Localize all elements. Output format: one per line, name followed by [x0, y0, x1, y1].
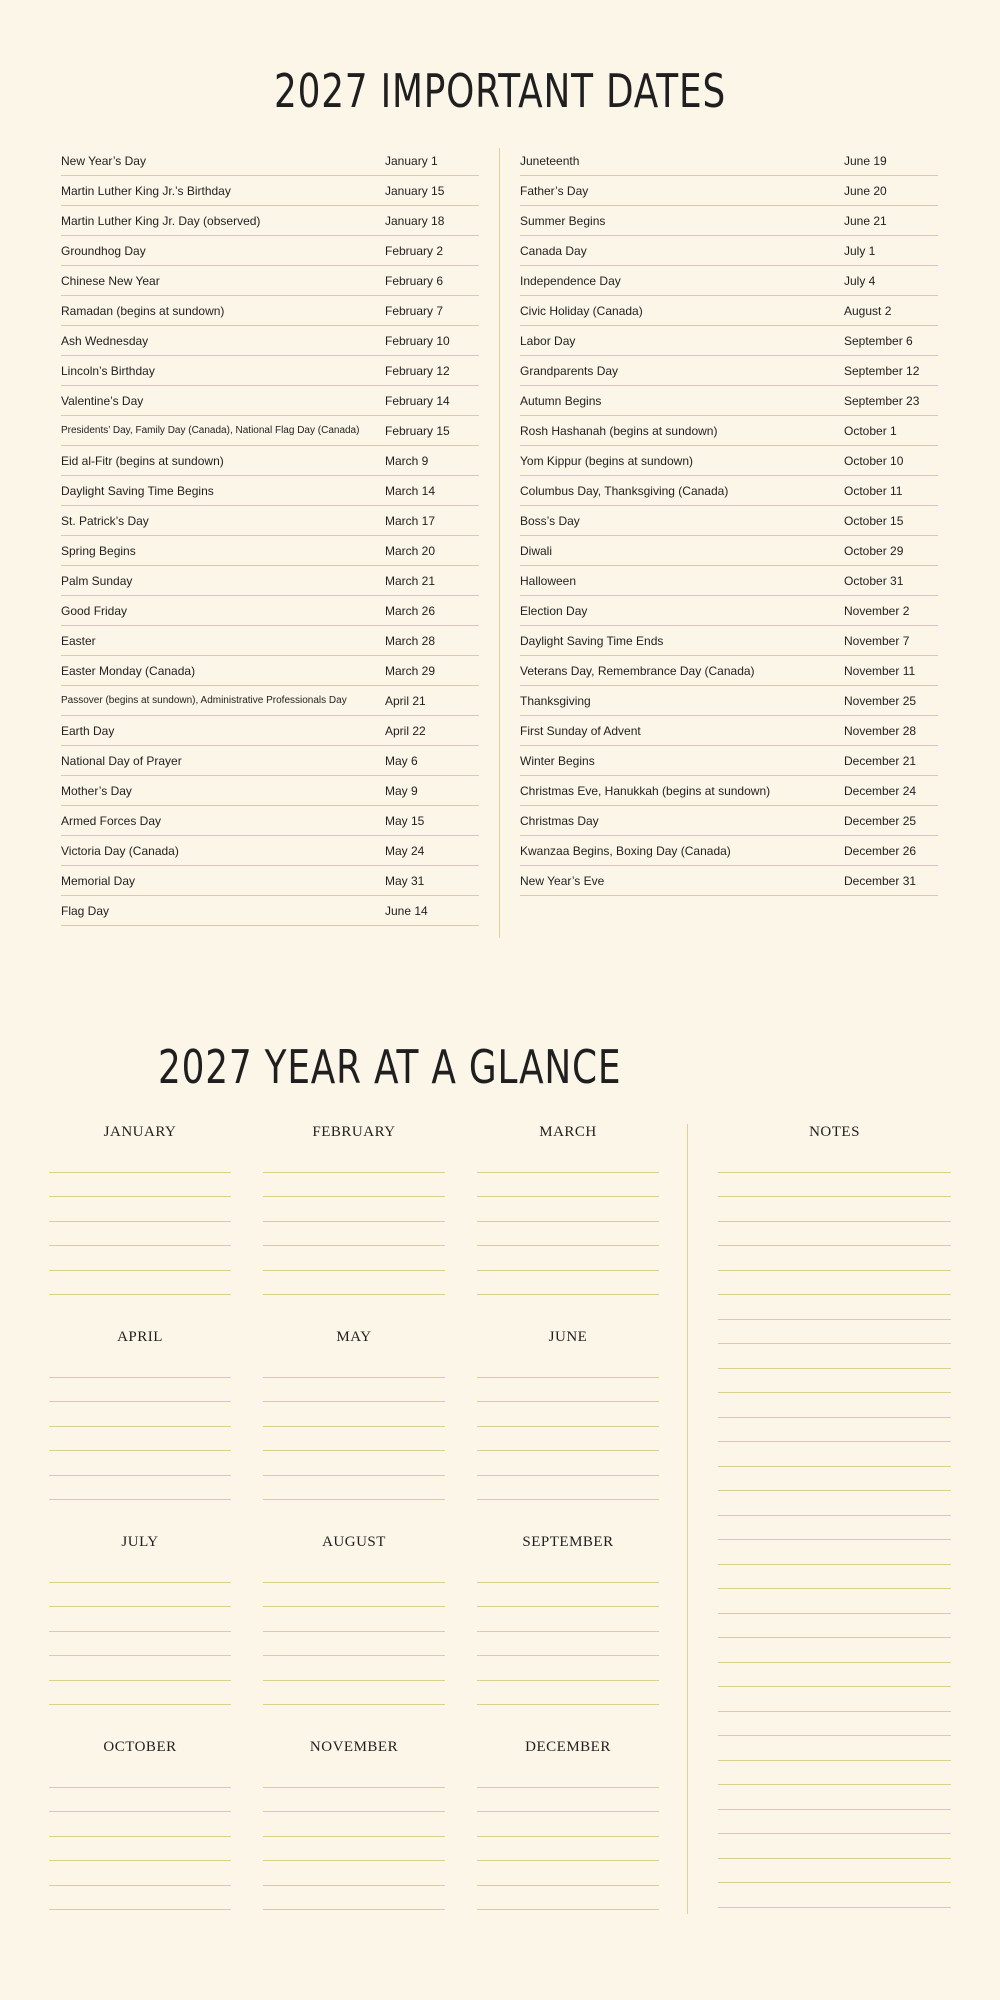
holiday-date: November 25 — [844, 693, 917, 708]
writing-line — [263, 1632, 445, 1657]
notes-section — [718, 1120, 951, 1908]
date-row — [520, 536, 938, 566]
note-line — [718, 1467, 951, 1492]
note-line — [718, 1712, 951, 1737]
date-row — [61, 296, 479, 326]
writing-line — [263, 1271, 445, 1296]
writing-line — [263, 1861, 445, 1886]
note-line — [718, 1246, 951, 1271]
holiday-name: Yom Kippur (begins at sundown) — [520, 453, 693, 468]
note-line — [718, 1638, 951, 1663]
holiday-date: February 14 — [385, 393, 450, 408]
holiday-name: Summer Begins — [520, 213, 606, 228]
date-row — [520, 776, 938, 806]
date-row — [61, 506, 479, 536]
holiday-date: December 31 — [844, 873, 917, 888]
holiday-name: Independence Day — [520, 273, 621, 288]
holiday-date: February 2 — [385, 243, 444, 258]
writing-line — [263, 1788, 445, 1813]
date-row — [520, 236, 938, 266]
holiday-name: Easter Monday (Canada) — [61, 663, 196, 678]
holiday-date: May 9 — [385, 783, 418, 798]
holiday-date: February 6 — [385, 273, 444, 288]
date-row — [61, 356, 479, 386]
writing-line — [49, 1197, 231, 1222]
writing-line — [49, 1861, 231, 1886]
date-row — [61, 416, 479, 446]
holiday-date: February 7 — [385, 303, 444, 318]
date-row — [520, 266, 938, 296]
writing-line — [477, 1246, 659, 1271]
holiday-date: June 20 — [844, 183, 887, 198]
holiday-name: Good Friday — [61, 603, 128, 618]
writing-line — [263, 1558, 445, 1583]
holiday-date: February 10 — [385, 333, 450, 348]
holiday-date: March 28 — [385, 633, 436, 648]
holiday-name: Election Day — [520, 603, 588, 618]
writing-line — [49, 1837, 231, 1862]
holiday-date: July 4 — [844, 273, 876, 288]
note-line — [718, 1320, 951, 1345]
holiday-name: Kwanzaa Begins, Boxing Day (Canada) — [520, 843, 731, 858]
month-name: JUNE — [548, 1329, 588, 1345]
holiday-name: Martin Luther King Jr.’s Birthday — [61, 183, 231, 198]
holiday-name: Winter Begins — [520, 753, 595, 768]
writing-line — [477, 1886, 659, 1911]
writing-line — [477, 1681, 659, 1706]
holiday-name: Diwali — [520, 543, 553, 558]
month-name: SEPTEMBER — [522, 1534, 614, 1550]
writing-line — [477, 1402, 659, 1427]
writing-line — [263, 1246, 445, 1271]
writing-line — [263, 1378, 445, 1403]
date-row — [61, 266, 479, 296]
note-line — [718, 1785, 951, 1810]
holiday-date: December 26 — [844, 843, 917, 858]
holiday-name: Ramadan (begins at sundown) — [61, 303, 225, 318]
date-row — [61, 386, 479, 416]
note-line — [718, 1393, 951, 1418]
date-row — [61, 446, 479, 476]
date-row — [61, 776, 479, 806]
writing-line — [263, 1812, 445, 1837]
holiday-name: Thanksgiving — [520, 693, 591, 708]
writing-line — [477, 1378, 659, 1403]
writing-line — [263, 1607, 445, 1632]
writing-line — [263, 1763, 445, 1788]
writing-line — [263, 1837, 445, 1862]
writing-line — [477, 1812, 659, 1837]
holiday-date: April 22 — [385, 723, 426, 738]
date-row — [520, 326, 938, 356]
month-block-may — [263, 1325, 445, 1500]
writing-line — [477, 1583, 659, 1608]
note-line — [718, 1442, 951, 1467]
note-line — [718, 1197, 951, 1222]
writing-line — [49, 1173, 231, 1198]
date-row — [520, 686, 938, 716]
writing-line — [263, 1353, 445, 1378]
note-line — [718, 1614, 951, 1639]
writing-line — [263, 1222, 445, 1247]
month-name: FEBRUARY — [312, 1124, 396, 1140]
month-name: APRIL — [117, 1329, 163, 1345]
date-row — [61, 206, 479, 236]
holiday-name: Armed Forces Day — [61, 813, 162, 828]
month-block-december — [477, 1735, 659, 1910]
writing-line — [477, 1451, 659, 1476]
holiday-name: St. Patrick’s Day — [61, 513, 149, 528]
date-row — [61, 836, 479, 866]
writing-line — [49, 1788, 231, 1813]
month-block-march — [477, 1120, 659, 1295]
month-block-february — [263, 1120, 445, 1295]
holiday-date: January 18 — [385, 213, 445, 228]
holiday-name: Boss’s Day — [520, 513, 580, 528]
note-line — [718, 1589, 951, 1614]
important-dates-right-column — [520, 146, 938, 896]
holiday-date: January 1 — [385, 153, 438, 168]
date-row — [520, 356, 938, 386]
holiday-date: June 19 — [844, 153, 887, 168]
writing-line — [263, 1197, 445, 1222]
writing-line — [477, 1632, 659, 1657]
holiday-name: Halloween — [520, 573, 577, 588]
date-row — [61, 326, 479, 356]
month-block-april — [49, 1325, 231, 1500]
writing-line — [263, 1402, 445, 1427]
writing-line — [477, 1656, 659, 1681]
writing-line — [263, 1681, 445, 1706]
holiday-date: February 15 — [385, 423, 450, 438]
date-row — [520, 506, 938, 536]
holiday-date: December 24 — [844, 783, 917, 798]
holiday-date: April 21 — [385, 693, 426, 708]
month-name: AUGUST — [322, 1534, 386, 1550]
writing-line — [49, 1271, 231, 1296]
writing-line — [477, 1607, 659, 1632]
note-line — [718, 1516, 951, 1541]
month-block-july — [49, 1530, 231, 1705]
date-row — [520, 866, 938, 896]
holiday-date: October 31 — [844, 573, 904, 588]
writing-line — [49, 1632, 231, 1657]
holiday-date: November 28 — [844, 723, 917, 738]
writing-line — [49, 1427, 231, 1452]
date-row — [520, 416, 938, 446]
holiday-date: October 29 — [844, 543, 904, 558]
date-row — [520, 596, 938, 626]
holiday-name: Passover (begins at sundown), Administrative Professionals Day — [61, 695, 347, 706]
holiday-date: March 29 — [385, 663, 436, 678]
month-name: NOVEMBER — [309, 1739, 399, 1755]
holiday-name: Groundhog Day — [61, 243, 146, 258]
year-at-a-glance-title: 2027 YEAR AT A GLANCE — [158, 1040, 622, 1094]
writing-line — [49, 1451, 231, 1476]
holiday-name: Earth Day — [61, 723, 115, 738]
date-row — [520, 446, 938, 476]
writing-line — [263, 1476, 445, 1501]
holiday-name: First Sunday of Advent — [520, 723, 641, 738]
holiday-name: Rosh Hashanah (begins at sundown) — [520, 423, 718, 438]
holiday-date: November 7 — [844, 633, 910, 648]
date-row — [520, 146, 938, 176]
writing-line — [263, 1173, 445, 1198]
holiday-name: Easter — [61, 633, 96, 648]
holiday-date: May 15 — [385, 813, 425, 828]
date-row — [520, 806, 938, 836]
month-name: OCTOBER — [103, 1739, 177, 1755]
holiday-name: Father’s Day — [520, 183, 589, 198]
month-block-october — [49, 1735, 231, 1910]
note-line — [718, 1344, 951, 1369]
date-row — [520, 656, 938, 686]
date-row — [520, 716, 938, 746]
date-row — [520, 746, 938, 776]
date-row — [61, 716, 479, 746]
holiday-date: November 2 — [844, 603, 910, 618]
writing-line — [477, 1271, 659, 1296]
date-row — [61, 176, 479, 206]
holiday-name: Presidents’ Day, Family Day (Canada), National Flag Day (Canada) — [61, 425, 360, 436]
date-row — [61, 476, 479, 506]
writing-line — [49, 1353, 231, 1378]
holiday-name: Daylight Saving Time Ends — [520, 633, 664, 648]
holiday-date: September 23 — [844, 393, 920, 408]
holiday-name: New Year’s Eve — [520, 873, 605, 888]
month-name: JANUARY — [103, 1124, 177, 1140]
holiday-date: May 24 — [385, 843, 425, 858]
notes-divider — [687, 1124, 688, 1914]
note-line — [718, 1761, 951, 1786]
month-block-june — [477, 1325, 659, 1500]
holiday-name: Victoria Day (Canada) — [61, 843, 179, 858]
writing-line — [49, 1246, 231, 1271]
month-name: MAY — [336, 1329, 372, 1345]
holiday-name: Spring Begins — [61, 543, 136, 558]
date-row — [520, 566, 938, 596]
holiday-name: Daylight Saving Time Begins — [61, 483, 214, 498]
note-line — [718, 1271, 951, 1296]
writing-line — [49, 1812, 231, 1837]
holiday-name: Columbus Day, Thanksgiving (Canada) — [520, 483, 729, 498]
writing-line — [477, 1476, 659, 1501]
holiday-date: October 11 — [844, 483, 903, 498]
writing-line — [49, 1402, 231, 1427]
holiday-date: March 26 — [385, 603, 436, 618]
holiday-name: Palm Sunday — [61, 573, 133, 588]
holiday-name: Autumn Begins — [520, 393, 602, 408]
holiday-name: Christmas Eve, Hanukkah (begins at sundown) — [520, 783, 771, 798]
date-row — [520, 176, 938, 206]
month-name: JULY — [121, 1534, 159, 1550]
note-line — [718, 1859, 951, 1884]
date-row — [61, 746, 479, 776]
note-line — [718, 1491, 951, 1516]
writing-line — [477, 1222, 659, 1247]
writing-line — [49, 1222, 231, 1247]
date-row — [520, 476, 938, 506]
writing-line — [477, 1558, 659, 1583]
note-line — [718, 1418, 951, 1443]
holiday-name: Chinese New Year — [61, 273, 160, 288]
writing-line — [263, 1656, 445, 1681]
writing-line — [49, 1558, 231, 1583]
holiday-date: March 20 — [385, 543, 436, 558]
holiday-name: Civic Holiday (Canada) — [520, 303, 643, 318]
date-row — [520, 386, 938, 416]
holiday-name: Ash Wednesday — [61, 333, 149, 348]
holiday-date: February 12 — [385, 363, 450, 378]
holiday-name: New Year’s Day — [61, 153, 146, 168]
holiday-name: Mother’s Day — [61, 783, 132, 798]
date-row — [61, 806, 479, 836]
writing-line — [49, 1607, 231, 1632]
writing-line — [477, 1173, 659, 1198]
holiday-name: Martin Luther King Jr. Day (observed) — [61, 213, 261, 228]
date-row — [61, 236, 479, 266]
writing-line — [477, 1148, 659, 1173]
holiday-date: June 14 — [385, 903, 428, 918]
writing-line — [49, 1583, 231, 1608]
notes-title: NOTES — [809, 1124, 860, 1140]
writing-line — [477, 1427, 659, 1452]
holiday-date: May 6 — [385, 753, 418, 768]
holiday-date: November 11 — [844, 663, 916, 678]
writing-line — [49, 1763, 231, 1788]
date-row — [61, 596, 479, 626]
holiday-date: January 15 — [385, 183, 445, 198]
column-divider — [499, 148, 500, 938]
date-row — [61, 866, 479, 896]
note-line — [718, 1173, 951, 1198]
writing-line — [477, 1763, 659, 1788]
month-block-september — [477, 1530, 659, 1705]
writing-line — [477, 1197, 659, 1222]
holiday-date: September 6 — [844, 333, 913, 348]
writing-line — [263, 1583, 445, 1608]
writing-line — [263, 1148, 445, 1173]
holiday-date: December 25 — [844, 813, 917, 828]
date-row — [61, 146, 479, 176]
date-row — [520, 206, 938, 236]
holiday-name: Memorial Day — [61, 873, 136, 888]
writing-line — [477, 1788, 659, 1813]
month-block-november — [263, 1735, 445, 1910]
note-line — [718, 1834, 951, 1859]
date-row — [61, 626, 479, 656]
date-row — [61, 686, 479, 716]
holiday-date: August 2 — [844, 303, 892, 318]
holiday-date: March 9 — [385, 453, 429, 468]
writing-line — [49, 1148, 231, 1173]
note-line — [718, 1565, 951, 1590]
note-line — [718, 1663, 951, 1688]
note-line — [718, 1295, 951, 1320]
note-line — [718, 1222, 951, 1247]
writing-line — [49, 1378, 231, 1403]
date-row — [61, 896, 479, 926]
writing-line — [263, 1427, 445, 1452]
holiday-date: March 17 — [385, 513, 436, 528]
holiday-date: October 15 — [844, 513, 904, 528]
holiday-date: September 12 — [844, 363, 920, 378]
date-row — [520, 296, 938, 326]
note-line — [718, 1687, 951, 1712]
holiday-name: Eid al-Fitr (begins at sundown) — [61, 453, 224, 468]
note-line — [718, 1369, 951, 1394]
writing-line — [49, 1476, 231, 1501]
holiday-name: Grandparents Day — [520, 363, 619, 378]
date-row — [520, 836, 938, 866]
date-row — [520, 626, 938, 656]
holiday-name: Lincoln’s Birthday — [61, 363, 155, 378]
month-name: DECEMBER — [525, 1739, 611, 1755]
month-block-august — [263, 1530, 445, 1705]
writing-line — [477, 1353, 659, 1378]
holiday-name: Christmas Day — [520, 813, 599, 828]
writing-line — [49, 1656, 231, 1681]
holiday-name: Juneteenth — [520, 153, 580, 168]
date-row — [61, 536, 479, 566]
holiday-name: National Day of Prayer — [61, 753, 182, 768]
holiday-date: March 21 — [385, 573, 436, 588]
writing-line — [477, 1861, 659, 1886]
writing-line — [49, 1886, 231, 1911]
note-line — [718, 1148, 951, 1173]
holiday-date: July 1 — [844, 243, 876, 258]
holiday-date: October 10 — [844, 453, 904, 468]
note-line — [718, 1810, 951, 1835]
holiday-name: Canada Day — [520, 243, 587, 258]
holiday-name: Valentine’s Day — [61, 393, 144, 408]
note-line — [718, 1736, 951, 1761]
date-row — [61, 566, 479, 596]
month-block-january — [49, 1120, 231, 1295]
important-dates-title: 2027 IMPORTANT DATES — [273, 64, 727, 118]
writing-line — [49, 1681, 231, 1706]
holiday-name: Flag Day — [61, 903, 110, 918]
holiday-date: June 21 — [844, 213, 887, 228]
date-row — [61, 656, 479, 686]
holiday-date: May 31 — [385, 873, 425, 888]
month-name: MARCH — [539, 1124, 597, 1140]
important-dates-left-column — [61, 146, 479, 926]
holiday-date: December 21 — [844, 753, 917, 768]
holiday-date: March 14 — [385, 483, 436, 498]
holiday-name: Veterans Day, Remembrance Day (Canada) — [520, 663, 755, 678]
note-line — [718, 1540, 951, 1565]
note-line — [718, 1883, 951, 1908]
holiday-date: October 1 — [844, 423, 897, 438]
writing-line — [263, 1451, 445, 1476]
writing-line — [263, 1886, 445, 1911]
writing-line — [477, 1837, 659, 1862]
holiday-name: Labor Day — [520, 333, 576, 348]
